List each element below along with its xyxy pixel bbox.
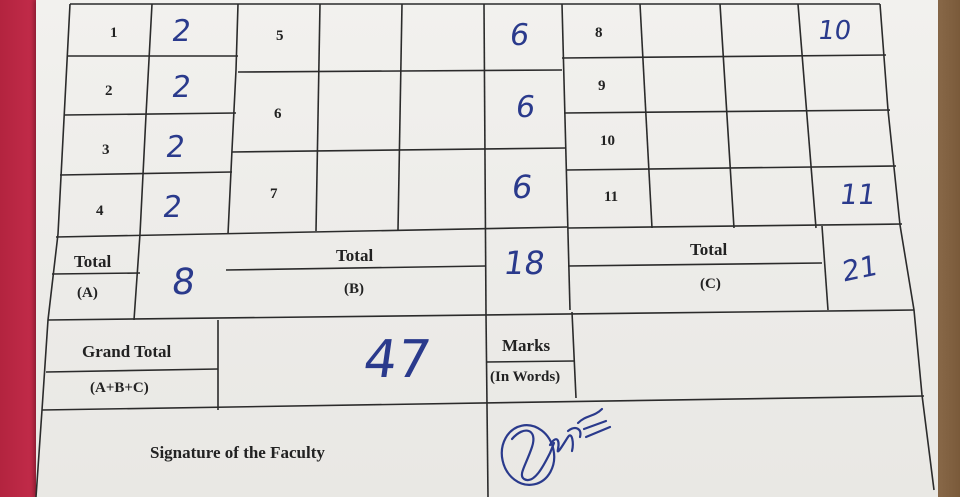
mark-q11: 11 (837, 178, 878, 211)
question-number-7: 7 (270, 186, 278, 202)
grand-total-label: Grand Total (82, 342, 172, 361)
question-number-8: 8 (595, 25, 603, 41)
mark-q3: 2 (163, 130, 188, 165)
total-c-mark: 21 (841, 248, 879, 289)
signature-label: Signature of the Faculty (150, 443, 325, 462)
faculty-signature (494, 395, 634, 495)
total-b-mark: 18 (501, 244, 548, 282)
question-number-9: 9 (598, 78, 606, 94)
marks-in-words-label: (In Words) (490, 369, 561, 385)
mark-q1: 2 (169, 14, 194, 49)
total-a-mark: 8 (169, 262, 198, 303)
mark-q7: 6 (509, 168, 536, 206)
total-c-sub: (C) (700, 276, 721, 292)
total-c-label: Total (690, 240, 728, 259)
mark-q4: 2 (160, 190, 185, 225)
question-number-1: 1 (110, 25, 118, 41)
question-number-3: 3 (102, 142, 110, 158)
grand-total-sub: (A+B+C) (90, 380, 149, 396)
total-a-label: Total (74, 252, 112, 271)
mark-q2: 2 (169, 70, 194, 105)
grand-total-value: 47 (359, 330, 435, 390)
total-b-sub: (B) (344, 281, 364, 297)
question-number-10: 10 (600, 133, 615, 149)
total-a-sub: (A) (77, 285, 98, 301)
question-number-11: 11 (604, 189, 619, 205)
question-number-2: 2 (105, 83, 113, 99)
mark-q5: 6 (507, 18, 532, 53)
marks-label: Marks (502, 336, 551, 355)
total-b-label: Total (336, 246, 374, 265)
mark-q8: 10 (815, 16, 854, 46)
mark-q6: 6 (513, 90, 538, 125)
question-number-5: 5 (276, 28, 284, 44)
question-number-4: 4 (96, 203, 104, 219)
question-number-6: 6 (274, 106, 282, 122)
